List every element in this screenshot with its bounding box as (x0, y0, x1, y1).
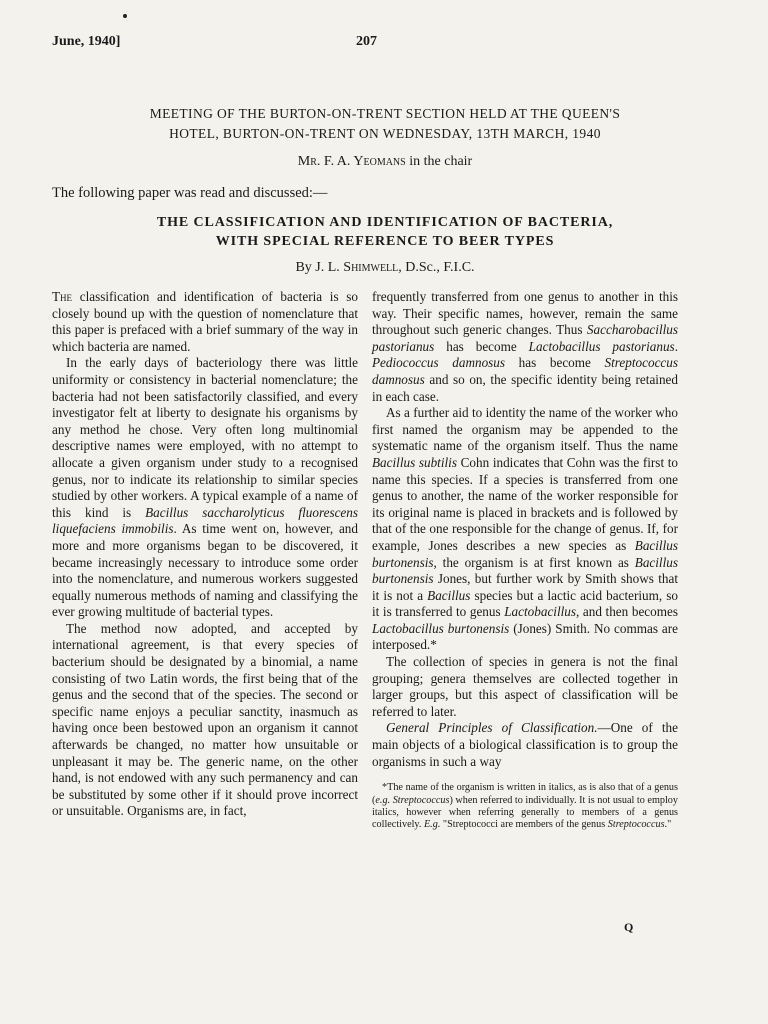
species-name: Bacillus burtonensis (372, 537, 678, 570)
species-name: Lactobacillus burtonensis (372, 620, 510, 636)
meeting-heading (60, 104, 710, 144)
species-name: Streptococcus damnosus (372, 355, 678, 387)
chair-line (60, 154, 710, 170)
ink-speck (123, 14, 127, 18)
genus-name: Lactobacillus (504, 604, 577, 620)
byline-prefix: By J. L. (295, 260, 344, 275)
drop-lead: The (52, 289, 73, 304)
byline (60, 260, 710, 276)
left-column (52, 289, 358, 820)
paragraph-7: General Principles of Classification.—One of the main objects of a biological classification is to group the organisms in such a way (372, 720, 678, 769)
meeting-line-2: HOTEL, BURTON-ON-TRENT ON WEDNESDAY, 13TH MARCH, 1940 (169, 126, 601, 141)
paper-title (60, 213, 710, 251)
right-column (372, 289, 678, 832)
species-name: Bacillus saccharolyticus fluorescens liquefaciens immobilis (52, 504, 359, 537)
title-line-2: WITH SPECIAL REFERENCE TO BEER TYPES (215, 234, 555, 249)
species-name: Bacillus subtilis (372, 454, 457, 470)
paragraph-1: The classification and identification of bacteria is so closely bound up with the question of nomenclature that this paper is prefaced with a brief summary of the way in which bacteria are named. (52, 289, 358, 354)
meeting-line-1: MEETING OF THE BURTON-ON-TRENT SECTION HELD AT THE QUEEN'S (149, 106, 621, 121)
issue-date: June, 1940] (52, 34, 121, 49)
species-name: Bacillus burtonensis (372, 554, 678, 587)
species-name: Lactobacillus pastorianus (528, 338, 675, 354)
intro-line: The following paper was read and discussed:— (52, 185, 328, 201)
paragraph-6: The collection of species in genera is not the final grouping; genera themselves are collected together in larger groups, but this aspect of classification will be referred to later. (372, 654, 678, 719)
paragraph-2: In the early days of bacteriology there was little uniformity or consistency in bacterial nomenclature; the bacteria had not been satisfactorily classified, and every investigator felt at liberty to designate his organisms by any method he chose. Very often long multinomial descriptive names were employed, with no attempt to allocate a given organism under study to a recognised genus, nor to indicate its relationship to similar species studied by other workers. A typical example of a name of this kind is Bacillus saccharolyticus fluorescens liquefaciens immobilis. As time went on, however, and more and more organisms began to be discovered, it became increasingly necessary to introduce some order into the nomenclature, and numerous workers suggested equally numerous methods of naming and classifying the ever growing multitude of bacterial types. (52, 355, 359, 620)
genus-name: Bacillus (427, 587, 471, 603)
chair-name: Mr. F. A. Yeomans (297, 154, 406, 169)
footnote-text: *The name of the organism is written in italics, as is also that of a genus (e.g. Streptococcus) when referred to individually. It is not usual to employ italics, however when referring generally to members of a genus collectively. E.g. "Streptococci are members of the genus Streptococcus." (372, 782, 678, 831)
paragraph-3: The method now adopted, and accepted by international agreement, is that every species of bacterium should be designated by a binomial, a name consisting of two Latin words, the first being that of the genus and the second that of the species. The second or specific name enjoys a peculiar sanctity, inasmuch as having once been bestowed upon an organism it cannot afterwards be changed, no matter how unsuitable or unpleasant it may be. The generic name, on the other hand, is not endowed with any such permanency and can be substituted by some other if it should prove incorrect or unsuitable. Organisms are, in fact, (52, 620, 358, 819)
species-name: Saccharobacillus pastorianus (372, 322, 678, 354)
chair-suffix: in the chair (405, 154, 473, 169)
signature-mark: Q (624, 920, 634, 934)
species-name: Pediococcus damnosus (372, 355, 506, 371)
section-heading: General Principles of Classification. (386, 720, 598, 736)
title-line-1: THE CLASSIFICATION AND IDENTIFICATION OF BACTERIA, (156, 215, 614, 230)
footnote (372, 782, 678, 832)
page-number: 207 (356, 34, 377, 49)
author-name: Shimwell (343, 260, 399, 275)
paragraph-5: As a further aid to identity the name of the worker who first named the organism may be appended to the systematic name of the organism itself. Thus the name Bacillus subtilis Cohn indicates that Cohn was the first to name this species. If a species is transferred from one genus to another, the name of the worker responsible for its original name is placed in brackets and is followed by that of the one responsible for the change of genus. If, for example, Jones describes a new species as Bacillus burtonensis, the organism is at first known as Bacillus burtonensis Jones, but further work by Smith shows that it is not a Bacillus species but a lactic acid bacterium, so it is transferred to genus Lactobacillus, and then becomes Lactobacillus burtonensis (Jones) Smith. No commas are interposed.* (372, 405, 679, 653)
author-credentials: , D.Sc., F.I.C. (398, 260, 475, 275)
paragraph-4: frequently transferred from one genus to another in this way. Their specific names, however, remain the same throughout such generic changes. Thus Saccharobacillus pastorianus has become Lactobacillus pastorianus. Pediococcus damnosus has become Streptococcus damnosus and so on, the specific identity being retained in each case. (372, 289, 678, 404)
